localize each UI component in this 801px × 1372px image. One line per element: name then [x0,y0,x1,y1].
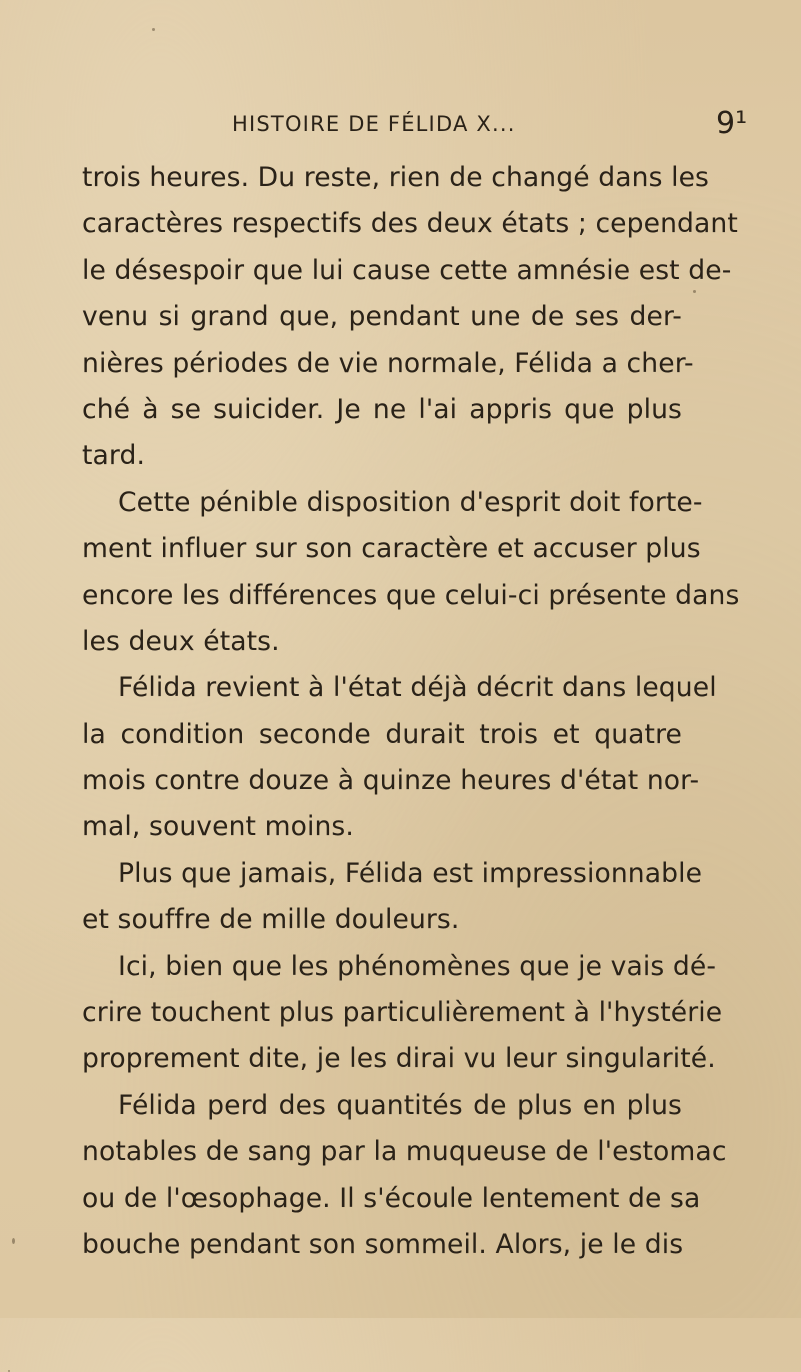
text-line: tard. [82,440,146,472]
text-line: la condition seconde durait trois et quatre [82,718,682,750]
text-line: ché à se suicider. Je ne l'ai appris que plus [82,393,682,425]
text-line: les deux états. [82,625,280,657]
text-line: crire touchent plus particulièrement à l'hystérie [82,997,723,1029]
text-line: et souffre de mille douleurs. [82,904,460,936]
text-line: ou de l'œsophage. Il s'écoule lentement de sa [82,1182,701,1214]
paper-speck [693,290,696,293]
text-line: bouche pendant son sommeil. Alors, je le dis [82,1228,684,1260]
page-number: 9¹ [716,106,748,141]
text-line: notables de sang par la muqueuse de l'estomac [82,1136,727,1168]
text-line: ment influer sur son caractère et accuser plus [82,533,701,565]
text-line: caractères respectifs des deux états ; cependant [82,208,738,240]
text-line: le désespoir que lui cause cette amnésie est de- [82,254,732,286]
text-line: nières périodes de vie normale, Félida a cher- [82,347,694,379]
text-line: venu si grand que, pendant une de ses der- [82,301,682,333]
body-text [82,155,740,1268]
text-line: mal, souvent moins. [82,811,354,843]
text-line: trois heures. Du reste, rien de changé dans les [82,162,709,193]
text-line: proprement dite, je les dirai vu leur singularité. [82,1043,716,1075]
text-line: Félida revient à l'état déjà décrit dans lequel [118,672,717,704]
text-line: Plus que jamais, Félida est impressionnable [118,857,703,889]
running-title: HISTOIRE DE FÉLIDA X... [232,112,516,136]
paper-speck [12,1238,15,1244]
text-line: mois contre douze à quinze heures d'état nor- [82,765,700,797]
text-line: Ici, bien que les phénomènes que je vais dé- [118,950,717,982]
paper-speck [152,28,155,31]
text-line: Cette pénible disposition d'esprit doit forte- [118,486,703,518]
text-line: encore les différences que celui-ci présente dans [82,579,740,611]
text-line: Félida perd des quantités de plus en plus [118,1089,682,1121]
